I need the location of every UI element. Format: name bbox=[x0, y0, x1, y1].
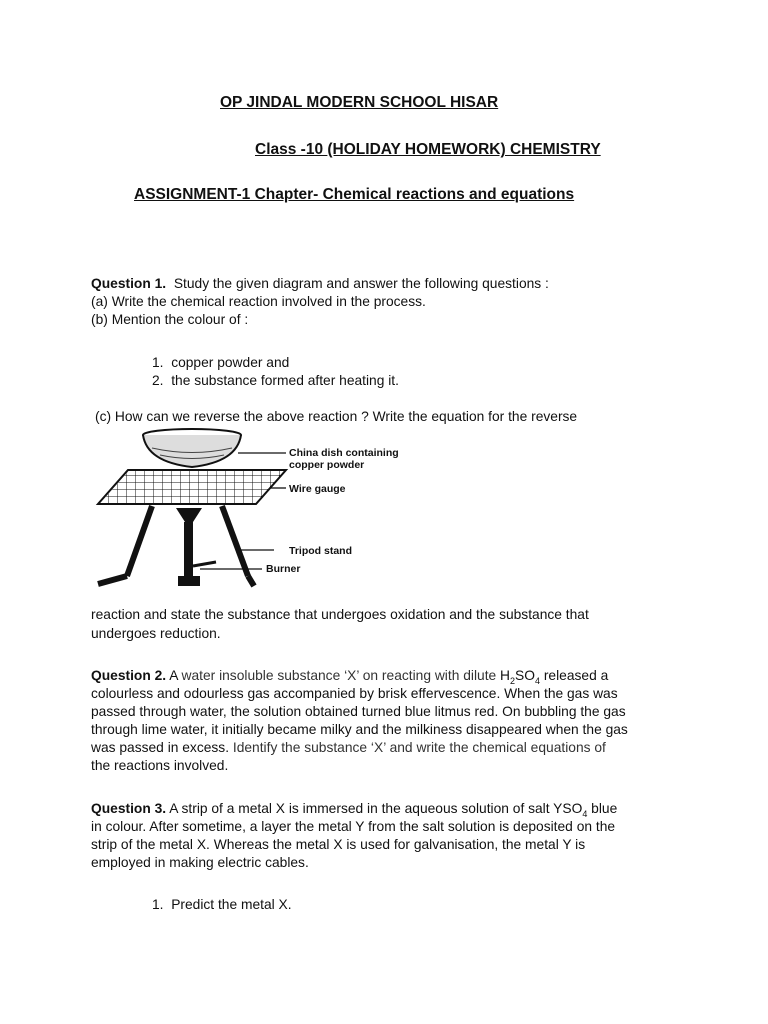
q2-text: H bbox=[496, 668, 511, 683]
list-text: the substance formed after heating it. bbox=[171, 373, 399, 388]
flame-icon bbox=[176, 508, 202, 522]
class-heading-part2: (HOLIDAY HOMEWORK) CHEMISTRY bbox=[327, 141, 601, 158]
q2-text: water insoluble substance ‘X’ on reacting with dilute bbox=[181, 668, 497, 683]
q1-part-a: (a) Write the chemical reaction involved in the process. bbox=[91, 294, 426, 309]
label-china-dish: China dish containing bbox=[289, 447, 399, 459]
q3-text: A strip of a metal X is immersed in the aqueous solution of salt YSO bbox=[166, 801, 583, 816]
label-burner: Burner bbox=[266, 563, 301, 575]
q1-label: Question 1. bbox=[91, 276, 167, 291]
q3-line: employed in making electric cables. bbox=[91, 855, 309, 870]
q2-subscript: 4 bbox=[534, 675, 540, 686]
label-wire-gauge: Wire gauge bbox=[289, 483, 346, 495]
burner bbox=[178, 522, 216, 586]
q2-label: Question 2. bbox=[91, 668, 167, 683]
q3-line: in colour. After sometime, a layer the metal Y from the salt solution is deposited on the bbox=[91, 819, 616, 834]
q3-text: blue bbox=[587, 801, 618, 816]
list-number: 2. bbox=[152, 373, 164, 388]
q1-intro-text: Study the given diagram and answer the following questions : bbox=[173, 276, 549, 291]
tripod-stand bbox=[98, 506, 254, 586]
q2-text: Identify the substance ‘X’ and write the chemical equations of bbox=[232, 740, 606, 755]
class-heading bbox=[255, 141, 601, 159]
q2-text: SO bbox=[515, 668, 535, 683]
q1-part-c-cont: undergoes reduction. bbox=[91, 626, 221, 641]
q2-text: was passed in excess. bbox=[91, 740, 233, 755]
copper-heating-diagram bbox=[90, 426, 435, 601]
list-text: Predict the metal X. bbox=[171, 897, 292, 912]
q1-list-item bbox=[152, 354, 289, 372]
q2-line: passed through water, the solution obtained turned blue litmus red. On bubbling the gas bbox=[91, 704, 626, 719]
q2-line: the reactions involved. bbox=[91, 758, 229, 773]
q2-line: colourless and odourless gas accompanied by brisk effervescence. When the gas was bbox=[91, 686, 618, 701]
q1-part-b: (b) Mention the colour of : bbox=[91, 312, 249, 327]
q2-subscript: 2 bbox=[510, 675, 516, 686]
label-copper-powder: copper powder bbox=[289, 459, 365, 471]
q2-text: A bbox=[166, 668, 182, 683]
q2-text: released a bbox=[539, 668, 609, 683]
list-number: 1. bbox=[152, 355, 164, 370]
q3-subscript: 4 bbox=[582, 808, 588, 819]
q1-list-item bbox=[152, 372, 399, 390]
wire-gauge bbox=[98, 470, 286, 504]
q1-intro bbox=[91, 275, 549, 293]
q3-list-item bbox=[152, 896, 292, 914]
china-dish bbox=[143, 429, 241, 467]
q3-line: strip of the metal X. Whereas the metal X is used for galvanisation, the metal Y is bbox=[91, 837, 586, 852]
list-text: copper powder and bbox=[171, 355, 290, 370]
q2-line: through lime water, it initially became milky and the milkiness disappeared when the gas bbox=[91, 722, 628, 737]
class-heading-part1: Class -10 bbox=[255, 141, 328, 158]
label-tripod-stand: Tripod stand bbox=[289, 545, 352, 557]
q1-part-c: (c) How can we reverse the above reaction ? Write the equation for the reverse bbox=[95, 409, 578, 424]
school-title: OP JINDAL MODERN SCHOOL HISAR bbox=[220, 94, 499, 111]
q1-part-c-cont: reaction and state the substance that undergoes oxidation and the substance that bbox=[91, 607, 589, 622]
q3-label: Question 3. bbox=[91, 801, 167, 816]
assignment-heading: ASSIGNMENT-1 Chapter- Chemical reactions and equations bbox=[134, 186, 575, 203]
list-number: 1. bbox=[152, 897, 164, 912]
q2-line bbox=[91, 739, 606, 757]
